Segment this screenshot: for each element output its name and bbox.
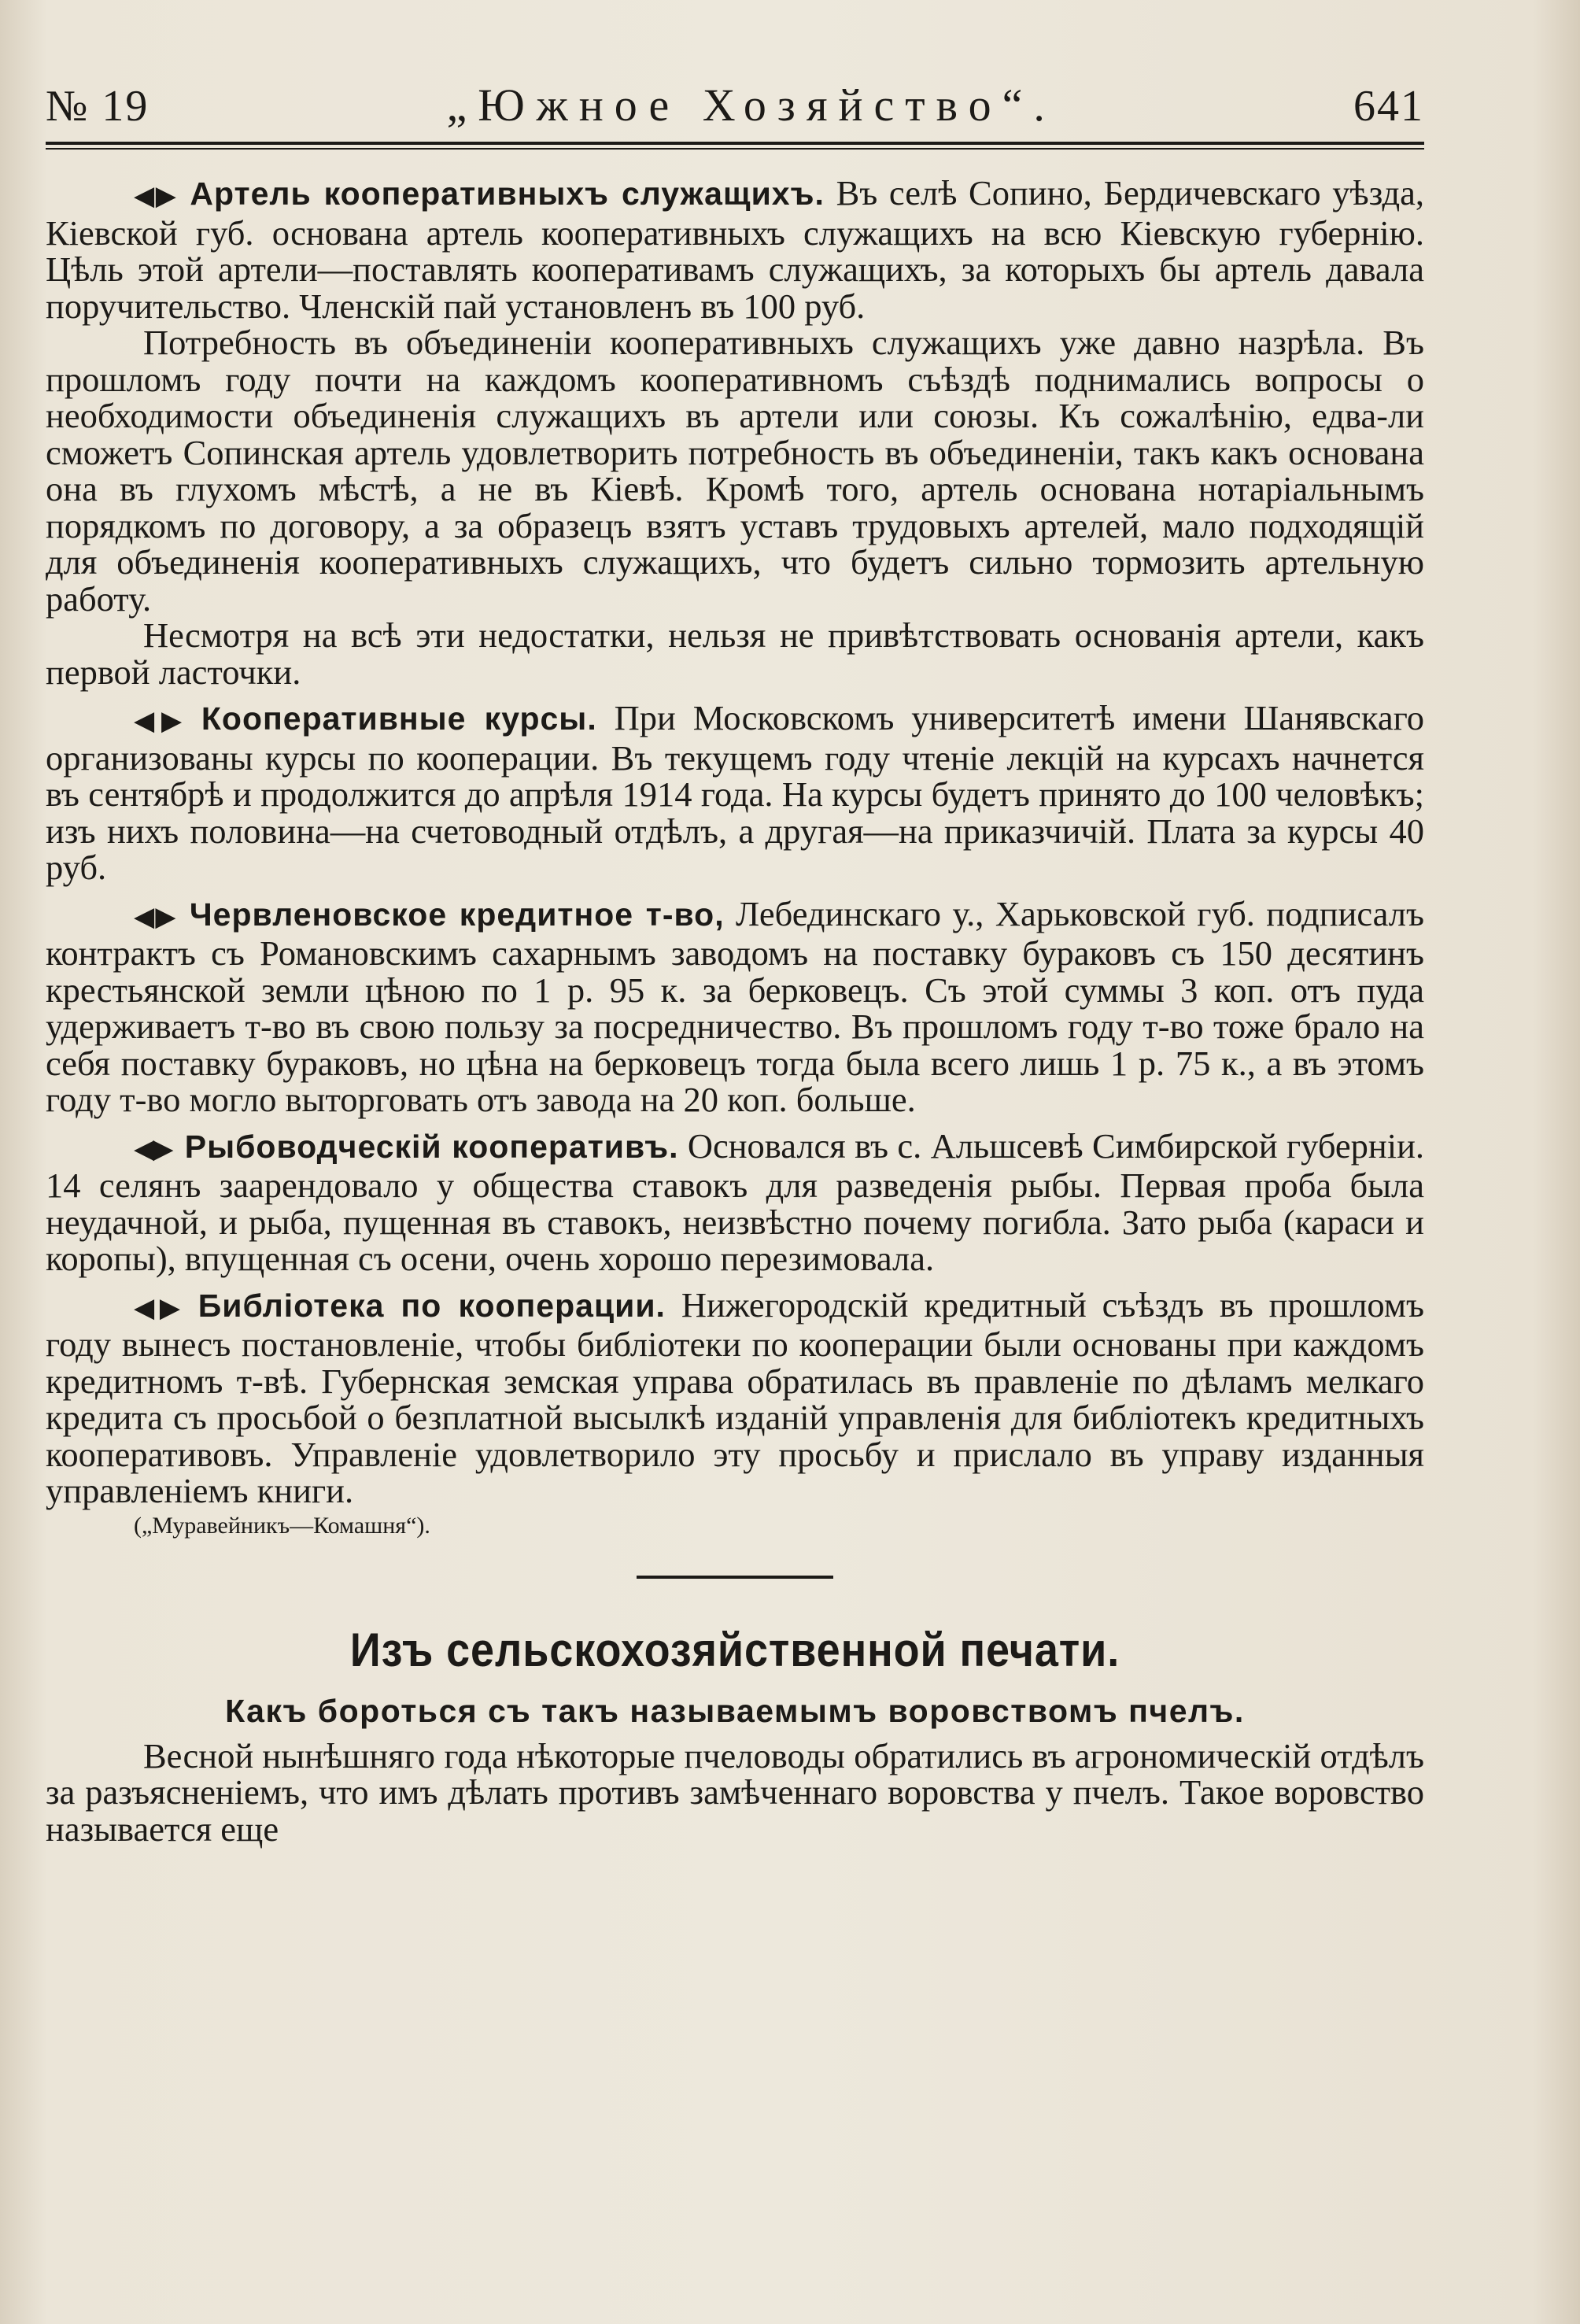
news-text: Въ селѣ Сопино, Бердичевскаго уѣзда, Кіевской губ. основана артель кооперативныхъ служащихъ на всю Кіевскую губернію. Цѣль этой артели—поставлять кооперативамъ служащихъ, за которыхъ бы артель давала поручительство. Членскій пай установленъ въ 100 руб. [46, 173, 1424, 326]
header-rule-thick [46, 142, 1424, 145]
news-paragraph: Несмотря на всѣ эти недостатки, нельзя не привѣтствовать основанія артели, какъ первой ласточки. [46, 615, 1424, 692]
news-item-fish-cooperative [46, 1125, 1425, 1278]
news-lead: Рыбоводческій кооперативъ. [184, 1128, 679, 1165]
news-text: При Московскомъ университетѣ имени Шанявскаго организованы курсы по кооперации. Въ текущемъ году чтеніе лекцій на курсахъ начнется въ сентябрѣ и продолжится до апрѣля 1914 года. На курсы будетъ принято до 100 человѣкъ; изъ нихъ половина—на счетоводный отдѣлъ, а другая—на приказчичій. Плата за курсы 40 руб. [46, 698, 1425, 887]
article-body: Весной нынѣшняго года нѣкоторые пчеловоды обратились въ агрономическій отдѣлъ за разъясненіемъ, что имъ дѣлать противъ замѣченнаго воровства у пчелъ. Такое воровство называется еще [46, 1735, 1424, 1849]
page-content [46, 175, 1424, 1847]
section-title: Изъ сельскохозяйственной печати. [349, 1623, 1120, 1676]
news-lead: Артель кооперативныхъ служащихъ. [190, 176, 825, 212]
diamond-arrow-icon: ◀▶ [134, 705, 189, 737]
news-text: Лебединскаго у., Харьковской губ. подписалъ контрактъ съ Романовскимъ сахарнымъ заводомъ на поставку бураковъ съ 150 десятинъ крестьянской земли цѣною по 1 р. 95 к. за берковецъ. Съ этой суммы 3 коп. отъ пуда удерживаетъ т-во въ свою пользу за посредничество. Въ прошломъ году т-во тоже брало на себя поставку бураковъ, но цѣна на берковецъ тогда была всего лишь 1 р. 75 к., а въ этомъ году т-во могло выторговать отъ завода на 20 коп. больше. [46, 893, 1425, 1119]
diamond-arrow-icon: ◀▶ [134, 1291, 186, 1324]
news-lead: Библіотека по кооперации. [198, 1287, 666, 1324]
news-lead: Червленовское кредитное т-во, [189, 896, 725, 933]
news-item-library [46, 1284, 1424, 1510]
journal-title: „Южное Хозяйство“. [446, 79, 1056, 131]
news-text: Основался въ с. Альшсевѣ Симбирской губерніи. 14 селянъ заарендовало у общества ставокъ для разведенія рыбы. Первая проба была неудачной, и рыба, пущенная въ ставокъ, неизвѣстно почему погибла. Зато рыба (караси и коропы), впущенная съ осени, очень хорошо перезимовала. [46, 1125, 1425, 1278]
news-paragraph: Потребность въ объединеніи кооперативныхъ служащихъ уже давно назрѣла. Въ прошломъ году почти на каждомъ кооперативномъ съѣздѣ поднимались вопросы о необходимости объединенія служащихъ въ артели или союзы. Къ сожалѣнію, едва-ли сможетъ Сопинская артель удовлетворить потребность въ объединеніи, такъ какъ основана она въ глухомъ мѣстѣ, а не въ Кіевѣ. Кромѣ того, артель основана нотаріальнымъ порядкомъ по договору, а за образецъ взятъ уставъ трудовыхъ артелей, мало подходящій для объединенія кооперативныхъ служащихъ, что будетъ сильно тормозить артельную работу. [46, 323, 1424, 619]
diamond-arrow-icon: ◀▶ [134, 1132, 172, 1165]
news-item-artel [46, 175, 1424, 324]
news-item-courses [46, 700, 1424, 886]
news-item-credit-society [46, 893, 1425, 1119]
news-text: Нижегородскій кредитный съѣздъ въ прошломъ году вынесъ постановленіе, чтобы библіотеки по кооперации были основаны при каждомъ кредитномъ т-вѣ. Губернская земская управа обратилась въ правленіе по дѣламъ мелкаго кредита съ просьбой о безплатной высылкѣ изданій управленія для библіотекъ кредитныхъ кооперативовъ. Управленіе удовлетворило эту просьбу и прислало въ управу изданныя управленіемъ книги. [46, 1284, 1424, 1510]
issue-number: № 19 [46, 82, 150, 131]
article-title: Какъ бороться съ такъ называемымъ воровствомъ пчелъ. [225, 1692, 1245, 1729]
page-header [46, 79, 1424, 140]
diamond-arrow-icon: ◀▶ [134, 180, 178, 212]
header-rule-thin [46, 148, 1424, 150]
section-separator [637, 1576, 833, 1579]
page-number: 641 [1353, 82, 1424, 131]
news-lead: Кооперативные курсы. [201, 700, 597, 737]
diamond-arrow-icon: ◀▶ [134, 900, 177, 933]
source-attribution: („Муравейникъ—Комашня“). [134, 1512, 430, 1539]
